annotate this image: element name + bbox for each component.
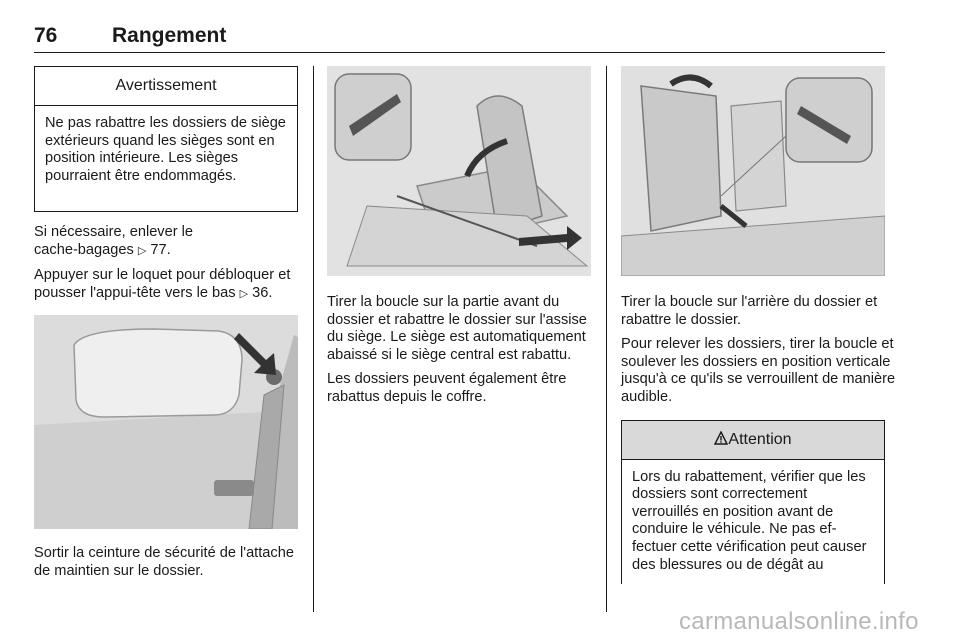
instruction-pull-loop: Tirer la boucle sur l'arrière du dossier et rabattre le dossier. [621,294,878,328]
page-reference[interactable]: 77. [150,241,171,258]
page-title: Rangement [112,24,227,47]
trunk-folding-illustration [621,66,885,276]
instruction-headrest: Appuyer sur le loquet pour débloquer et pousser l'appui-tête vers le bas ▷ 36. [34,267,291,301]
page-header [34,20,885,53]
triangle-ref-icon: ▷ [239,287,249,300]
attention-text: Lors du rabattement, vérifier que les dossiers sont correctement verrouillés en position avant de conduire le véhicule. Ne pas effectuer cette vérification peut causer des blessures ou de dégât au [632,468,867,573]
warning-triangle-icon [714,431,728,445]
triangle-ref-icon: ▷ [137,244,147,257]
instruction-seatbelt: Sortir la ceinture de sécurité de l'attache de maintien sur le dossier. [34,545,294,579]
column-3 [607,66,901,584]
seat-folding-illustration [327,66,591,276]
warning-box [34,66,298,212]
warning-text: Ne pas rabattre les dossiers de siège extérieurs quand les sièges sont en position intérieure. Les sièges pourraient être endommagés. [45,115,286,184]
seatbelt-illustration [34,315,298,529]
watermark: carmanualsonline.info [679,608,919,635]
instruction-fold-seat: Tirer la boucle sur la partie avant du dossier et rabattre le dossier sur l'assise du siège. Le siège est automatiquement abaissé si le siège central est rabattu. [327,294,587,363]
warning-heading: Avertissement [35,67,297,106]
column-1 [34,66,298,581]
page-number: 76 [34,24,58,47]
instruction-remove-cover: Si nécessaire, enlever le cache-bagages ▷ 77. [34,224,193,258]
instruction-fold-from-trunk: Les dossiers peuvent également être rabattus depuis le coffre. [327,371,567,405]
instruction-raise-seat: Pour relever les dossiers, tirer la boucle et soulever les dossiers en position verticale jusqu'à ce qu'ils se verrouillent de manière audible. [621,336,896,405]
page-reference[interactable]: 36. [252,284,273,301]
column-2 [313,66,607,407]
attention-heading: Attention [622,421,884,460]
attention-box [621,420,885,584]
